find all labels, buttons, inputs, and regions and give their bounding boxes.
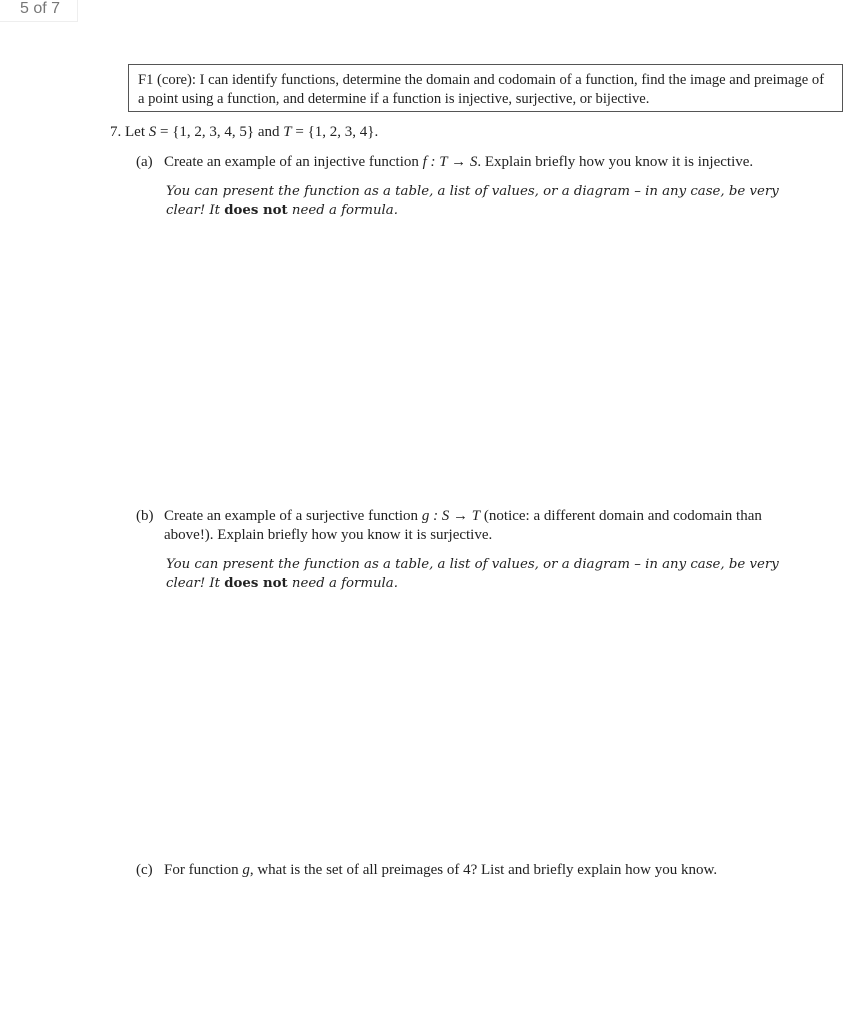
part-label: (a) xyxy=(136,154,153,170)
part-hint: You can present the function as a table, a list of values, or a diagram – in any case, be very clear! It does not need a formula. xyxy=(166,557,779,591)
question-number: 7. xyxy=(110,124,122,140)
standard-box: F1 (core): I can identify functions, determine the domain and codomain of a function, find the image and preimage of a point using a function, and determine if a function is injective, surjective, or bijective. xyxy=(128,64,843,112)
question-text: Let S = {1, 2, 3, 4, 5} and T = {1, 2, 3, 4}. xyxy=(125,124,379,140)
part-c xyxy=(136,861,786,880)
part-label: (c) xyxy=(136,862,153,878)
part-a xyxy=(136,153,786,220)
part-prompt: Create an example of a surjective function g : S → T (notice: a different domain and codomain than above!). Explain briefly how you know it is surjective. xyxy=(164,508,762,543)
question-7 xyxy=(110,123,378,142)
page-indicator: 5 of 7 xyxy=(0,0,78,22)
part-b xyxy=(136,507,786,593)
part-label: (b) xyxy=(136,508,154,524)
part-prompt: For function g, what is the set of all preimages of 4? List and briefly explain how you know. xyxy=(164,862,718,878)
part-prompt: Create an example of an injective function f : T → S. Explain briefly how you know it is injective. xyxy=(164,154,754,170)
part-hint: You can present the function as a table, a list of values, or a diagram – in any case, be very clear! It does not need a formula. xyxy=(166,184,779,218)
